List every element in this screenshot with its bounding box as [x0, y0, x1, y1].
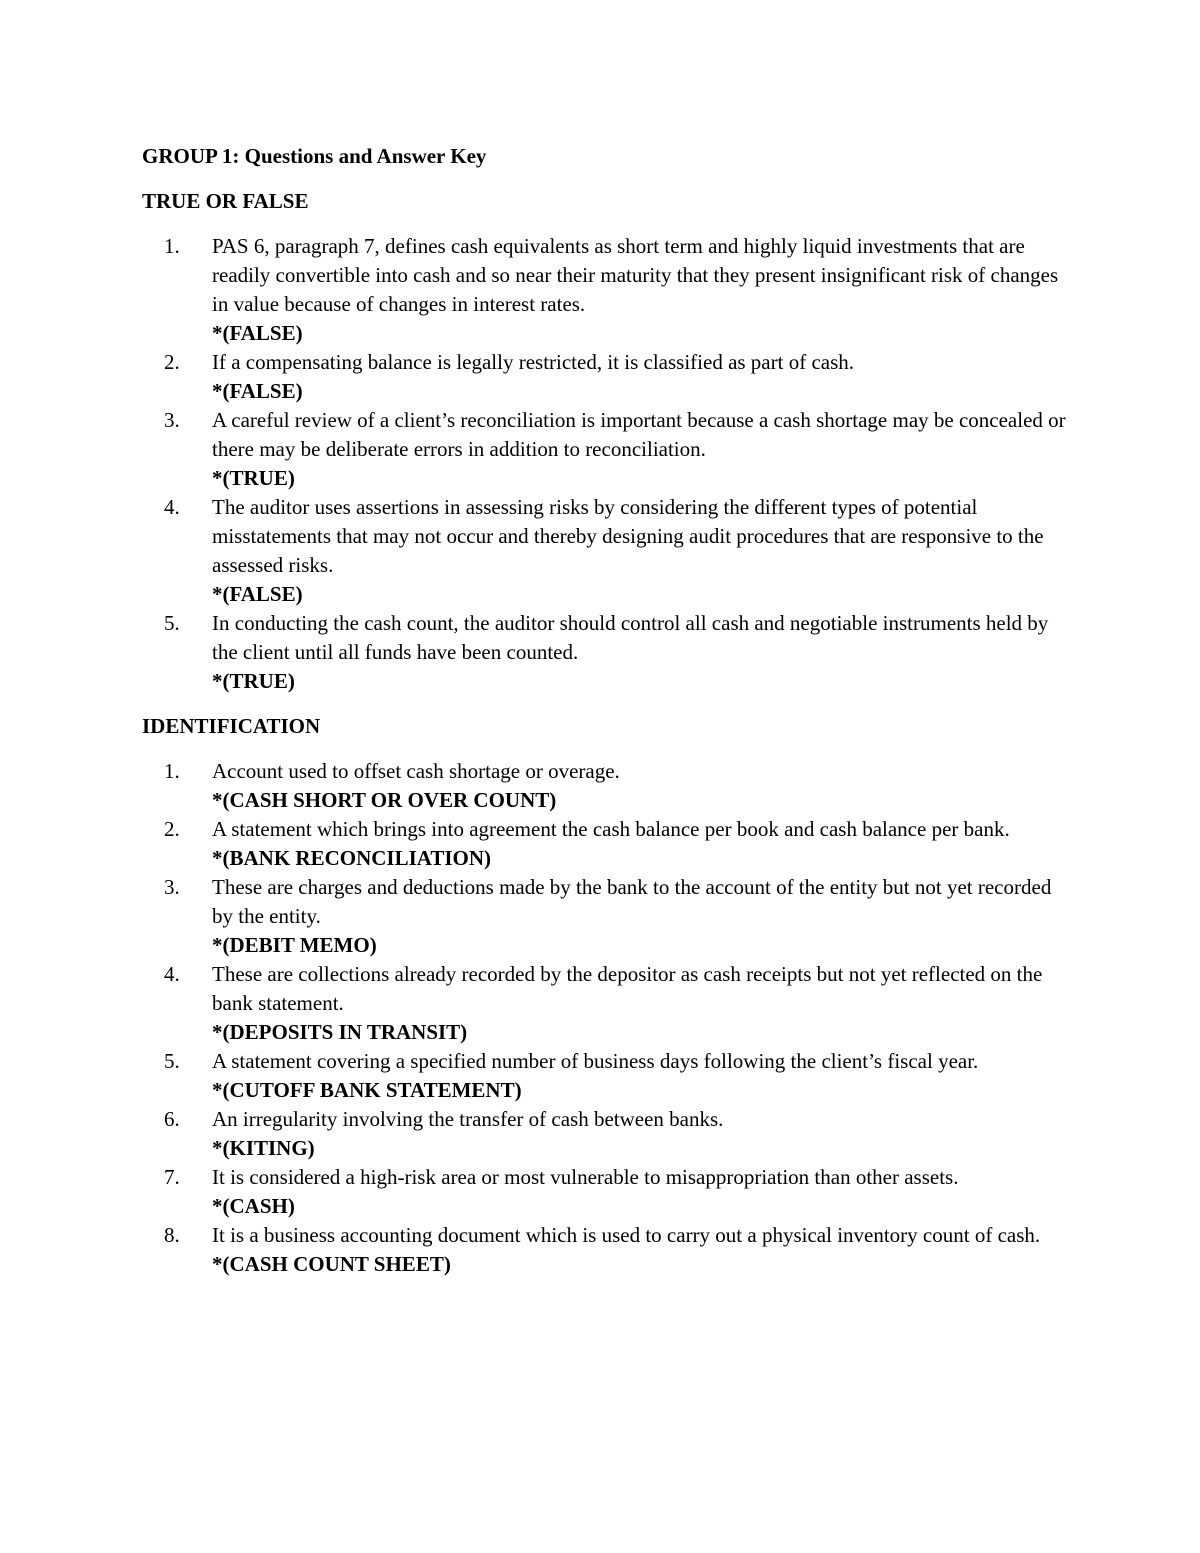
item-number: 1. [164, 759, 180, 783]
item-number: 4. [164, 495, 180, 519]
answer-text: *(BANK RECONCILIATION) [212, 846, 492, 870]
list-item [142, 232, 1072, 348]
answer-text: *(FALSE) [212, 379, 303, 403]
item-number: 6. [164, 1107, 180, 1131]
list-item [142, 960, 1072, 1047]
answer-text: *(DEPOSITS IN TRANSIT) [212, 1020, 468, 1044]
answer-text: *(KITING) [212, 1136, 315, 1160]
question-text: Account used to offset cash shortage or overage. [212, 759, 620, 783]
list-item [142, 873, 1072, 960]
item-number: 7. [164, 1165, 180, 1189]
document-title: GROUP 1: Questions and Answer Key [142, 144, 487, 168]
question-text: In conducting the cash count, the auditor should control all cash and negotiable instruments held by the client until all funds have been counted. [212, 611, 1049, 664]
list-item [142, 609, 1072, 696]
answer-text: *(TRUE) [212, 466, 295, 490]
item-number: 2. [164, 817, 180, 841]
question-text: These are charges and deductions made by the bank to the account of the entity but not yet recorded by the entity. [212, 875, 1052, 928]
question-text: It is considered a high-risk area or most vulnerable to misappropriation than other assets. [212, 1165, 959, 1189]
item-number: 8. [164, 1223, 180, 1247]
item-number: 3. [164, 408, 180, 432]
item-number: 1. [164, 234, 180, 258]
identification-list [142, 757, 1072, 1279]
answer-text: *(CASH COUNT SHEET) [212, 1252, 451, 1276]
item-number: 3. [164, 875, 180, 899]
list-item [142, 1047, 1072, 1105]
question-text: These are collections already recorded by the depositor as cash receipts but not yet reflected on the bank statement. [212, 962, 1043, 1015]
item-number: 4. [164, 962, 180, 986]
item-number: 2. [164, 350, 180, 374]
answer-text: *(TRUE) [212, 669, 295, 693]
question-text: A statement which brings into agreement the cash balance per book and cash balance per bank. [212, 817, 1010, 841]
list-item [142, 406, 1072, 493]
list-item [142, 493, 1072, 609]
item-number: 5. [164, 611, 180, 635]
answer-text: *(FALSE) [212, 321, 303, 345]
answer-text: *(CUTOFF BANK STATEMENT) [212, 1078, 522, 1102]
answer-text: *(FALSE) [212, 582, 303, 606]
true-false-heading: TRUE OR FALSE [142, 189, 309, 213]
answer-text: *(DEBIT MEMO) [212, 933, 377, 957]
identification-heading: IDENTIFICATION [142, 714, 321, 738]
question-text: If a compensating balance is legally restricted, it is classified as part of cash. [212, 350, 855, 374]
question-text: PAS 6, paragraph 7, defines cash equivalents as short term and highly liquid investments that are readily convertible into cash and so near their maturity that they present insignificant risk of changes in value because of changes in interest rates. [212, 234, 1059, 316]
list-item [142, 1163, 1072, 1221]
question-text: The auditor uses assertions in assessing risks by considering the different types of potential misstatements that may not occur and thereby designing audit procedures that are responsive to the assessed risks. [212, 495, 1044, 577]
question-text: It is a business accounting document which is used to carry out a physical inventory count of cash. [212, 1223, 1041, 1247]
item-number: 5. [164, 1049, 180, 1073]
true-false-list [142, 232, 1072, 696]
list-item [142, 1105, 1072, 1163]
list-item [142, 348, 1072, 406]
question-text: A statement covering a specified number of business days following the client’s fiscal year. [212, 1049, 979, 1073]
answer-text: *(CASH) [212, 1194, 295, 1218]
answer-text: *(CASH SHORT OR OVER COUNT) [212, 788, 557, 812]
list-item [142, 1221, 1072, 1279]
list-item [142, 757, 1072, 815]
document-body [142, 142, 1072, 1279]
list-item [142, 815, 1072, 873]
question-text: A careful review of a client’s reconciliation is important because a cash shortage may be concealed or there may be deliberate errors in addition to reconciliation. [212, 408, 1066, 461]
question-text: An irregularity involving the transfer of cash between banks. [212, 1107, 724, 1131]
